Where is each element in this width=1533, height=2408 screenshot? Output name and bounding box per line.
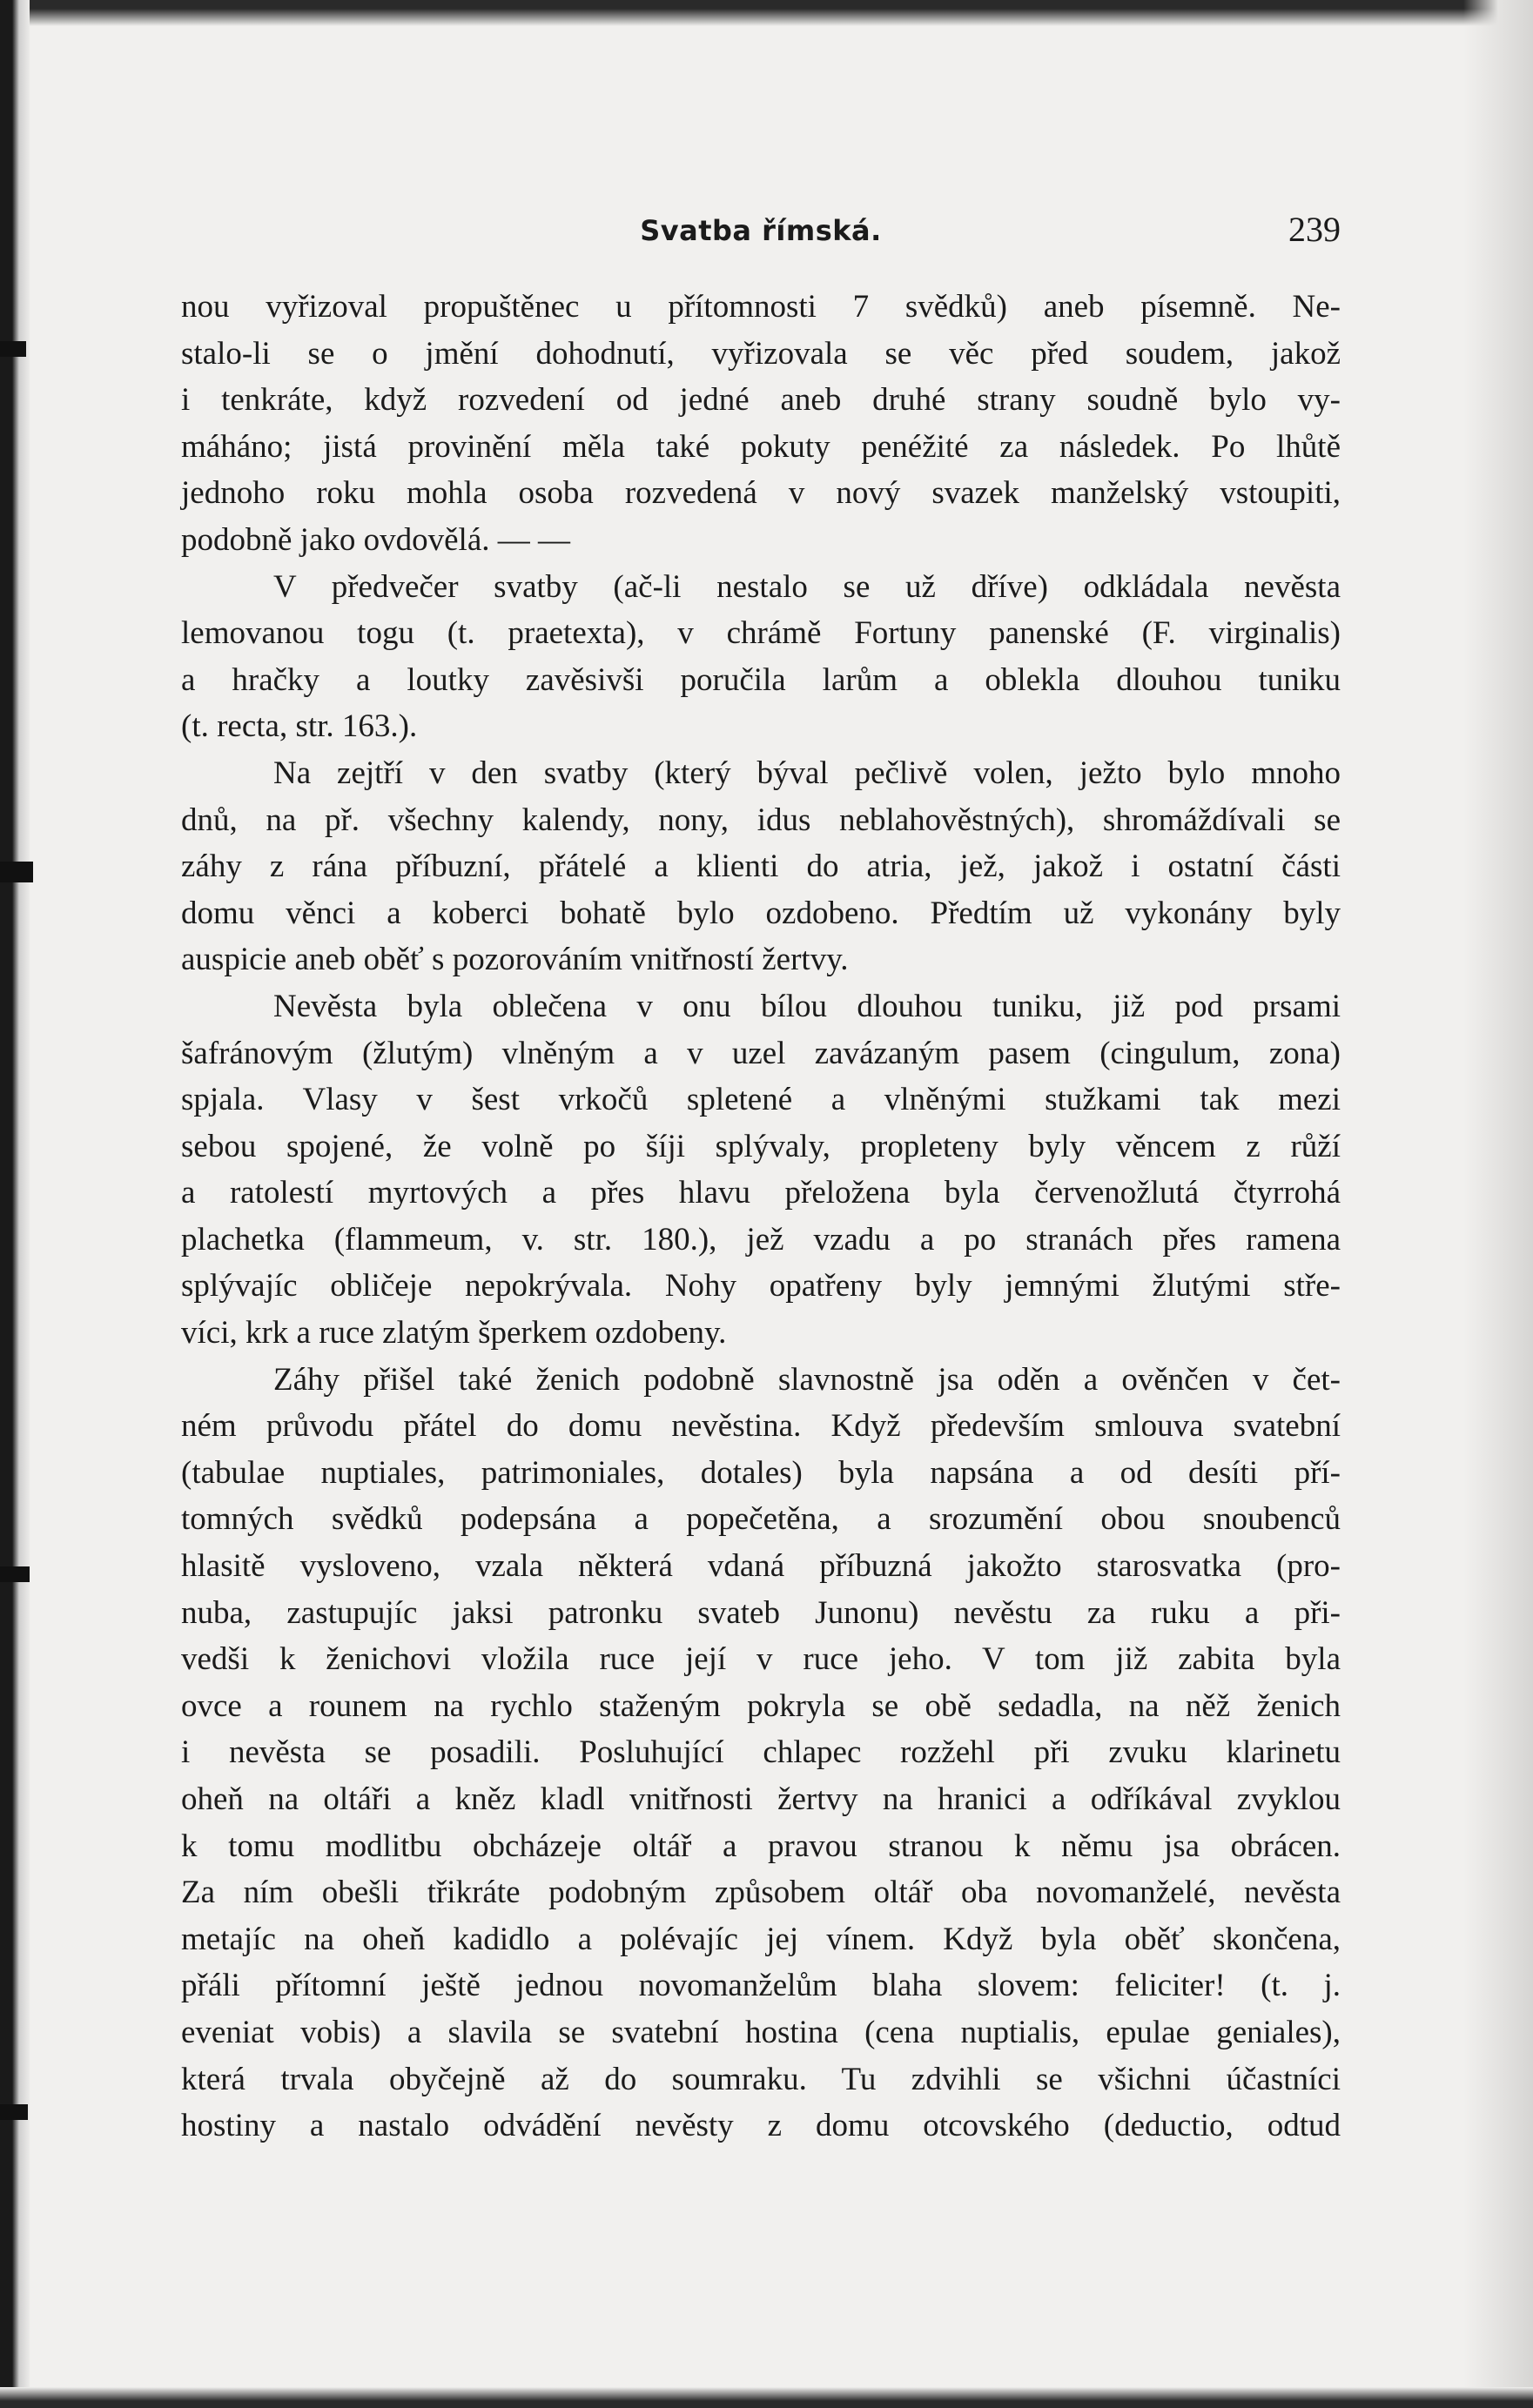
body-text (181, 284, 1341, 2150)
scan-border-bottom (0, 2387, 1533, 2408)
text-line: spjala. Vlasy v šest vrkočů spletené a vlněnými stužkami tak mezi (181, 1082, 1341, 1118)
text-line: víci, krk a ruce zlatým šperkem ozdobeny. (181, 1315, 727, 1352)
text-line: oheň na oltáři a kněz kladl vnitřnosti žertvy na hranici a odříkával zvyklou (181, 1781, 1341, 1817)
text-line: ném průvodu přátel do domu nevěstina. Když především smlouva svatební (181, 1408, 1341, 1445)
text-line: vedši k ženichovi vložila ruce její v ruce jeho. V tom již zabita byla (181, 1641, 1341, 1678)
text-line: Nevěsta byla oblečena v onu bílou dlouhou tuniku, již pod prsami (273, 988, 1341, 1024)
text-line: Za ním obešli třikráte podobným způsobem oltář oba novomanželé, nevěsta (181, 1875, 1341, 1911)
text-line: sebou spojené, že volně po šíji splývaly, propleteny byly věncem z růží (181, 1128, 1341, 1164)
text-line: metajíc na oheň kadidlo a polévajíc jej vínem. Když byla oběť skončena, (181, 1921, 1341, 1957)
text-line: hostiny a nastalo odvádění nevěsty z domu otcovského (deductio, odtud (181, 2108, 1341, 2144)
text-line: V předvečer svatby (ač-li nestalo se už dříve) odkládala nevěsta (273, 568, 1341, 605)
text-line: auspicie aneb oběť s pozorováním vnitřností žertvy. (181, 942, 849, 978)
text-line: podobně jako ovdovělá. — — (181, 521, 570, 558)
scan-border-right (1463, 0, 1533, 2408)
text-line: stalo-li se o jmění dohodnutí, vyřizovala se věc před soudem, jakož (181, 335, 1341, 372)
book-page (181, 200, 1341, 2150)
text-line: nou vyřizoval propuštěnec u přítomnosti 7 svědků) aneb písemně. Ne- (181, 289, 1341, 325)
text-line: která trvala obyčejně až do soumraku. Tu zdvihli se všichni účastníci (181, 2061, 1341, 2097)
text-line: (t. recta, str. 163.). (181, 708, 418, 745)
text-line: a ratolestí myrtových a přes hlavu přeložena byla červenožlutá čtyrrohá (181, 1175, 1341, 1211)
running-header (181, 200, 1341, 261)
binding-mark (0, 2104, 28, 2120)
text-line: tomných svědků podepsána a popečetěna, a srozumění obou snoubenců (181, 1501, 1341, 1538)
scan-border-top (0, 0, 1533, 26)
text-line: i nevěsta se posadili. Posluhující chlapec rozžehl při zvuku klarinetu (181, 1734, 1341, 1771)
text-line: nuba, zastupujíc jaksi patronku svateb Junonu) nevěstu za ruku a při- (181, 1594, 1341, 1631)
text-line: ovce a rounem na rychlo staženým pokryla se obě sedadla, na něž ženich (181, 1687, 1341, 1724)
running-title: Svatba římská. (640, 214, 882, 247)
text-line: domu věnci a koberci bohatě bylo ozdobeno. Předtím už vykonány byly (181, 895, 1341, 931)
text-line: i tenkráte, když rozvedení od jedné aneb druhé strany soudně bylo vy- (181, 382, 1341, 419)
text-line: máháno; jistá provinění měla také pokuty penéžité za následek. Po lhůtě (181, 428, 1341, 465)
text-line: (tabulae nuptiales, patrimoniales, dotales) byla napsána a od desíti pří- (181, 1454, 1341, 1491)
text-line: přáli přítomní ještě jednou novomanželům blaha slovem: feliciter! (t. j. (181, 1968, 1341, 2004)
page-number: 239 (1288, 210, 1341, 249)
text-line: plachetka (flammeum, v. str. 180.), jež vzadu a po stranách přes ramena (181, 1221, 1341, 1258)
text-line: jednoho roku mohla osoba rozvedená v nový svazek manželský vstoupiti, (181, 475, 1341, 512)
text-line: splývajíc obličeje nepokrývala. Nohy opatřeny byly jemnými žlutými stře- (181, 1268, 1341, 1305)
text-line: k tomu modlitbu obcházeje oltář a pravou stranou k němu jsa obrácen. (181, 1828, 1341, 1864)
text-line: Na zejtří v den svatby (který býval pečlivě volen, ježto bylo mnoho (273, 755, 1341, 791)
text-line: a hračky a loutky zavěsivši poručila larům a oblekla dlouhou tuniku (181, 661, 1341, 698)
text-line: hlasitě vysloveno, vzala některá vdaná příbuzná jakožto starosvatka (pro- (181, 1548, 1341, 1585)
text-line: lemovanou togu (t. praetexta), v chrámě Fortuny panenské (F. virginalis) (181, 615, 1341, 652)
binding-mark (0, 341, 26, 357)
binding-mark (0, 1566, 30, 1582)
binding-mark (0, 862, 33, 882)
text-line: šafránovým (žlutým) vlněným a v uzel zavázaným pasem (cingulum, zona) (181, 1035, 1341, 1071)
text-line: záhy z rána příbuzní, přátelé a klienti do atria, jež, jakož i ostatní části (181, 849, 1341, 885)
text-line: Záhy přišel také ženich podobně slavnostně jsa oděn a ověnčen v čet- (273, 1361, 1341, 1398)
text-line: eveniat vobis) a slavila se svatební hostina (cena nuptialis, epulae geniales), (181, 2014, 1341, 2050)
scan-border-left (0, 0, 30, 2408)
text-line: dnů, na př. všechny kalendy, nony, idus neblahověstných), shromáždívali se (181, 802, 1341, 838)
